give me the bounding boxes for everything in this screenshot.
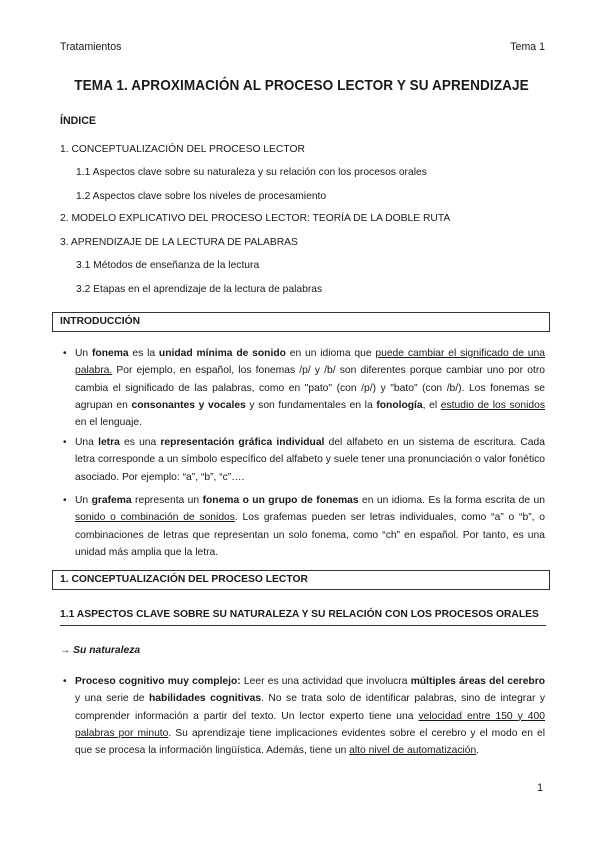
running-header-left: Tratamientos <box>60 41 122 53</box>
nature-subheading: → Su naturaleza <box>60 645 141 656</box>
toc-item-3-2: 3.2 Etapas en el aprendizaje de la lectura de palabras <box>76 284 323 295</box>
document-title: TEMA 1. APROXIMACIÓN AL PROCESO LECTOR Y SU APRENDIZAJE <box>74 78 529 94</box>
index-heading: ÍNDICE <box>60 115 96 127</box>
toc-item-1-2: 1.2 Aspectos clave sobre los niveles de procesamiento <box>76 191 327 202</box>
toc-item-3-1: 3.1 Métodos de enseñanza de la lectura <box>76 260 260 271</box>
grapheme-paragraph: Un grafema representa un fonema o un grupo de fonemas en un idioma. Es la forma escrita de un sonido o combinación de sonidos. Los grafemas pueden ser letras individuales, como “a” o “b”, o combinaciones de letras que representan un solo fonema, como “ch” en español. Por tanto, es una unidad más amplia que la letra. <box>75 495 545 558</box>
section-1-heading: 1. CONCEPTUALIZACIÓN DEL PROCESO LECTOR <box>52 570 550 590</box>
bullet-marker: • <box>63 348 67 359</box>
introduction-heading: INTRODUCCIÓN <box>52 312 550 332</box>
bullet-marker: • <box>63 495 67 506</box>
running-header-right: Tema 1 <box>510 41 545 53</box>
toc-item-1-1: 1.1 Aspectos clave sobre su naturaleza y su relación con los procesos orales <box>76 167 427 178</box>
page-number: 1 <box>537 782 543 794</box>
toc-item-2: 2. MODELO EXPLICATIVO DEL PROCESO LECTOR: TEORÍA DE LA DOBLE RUTA <box>60 213 451 224</box>
bullet-marker: • <box>63 676 67 687</box>
cognitive-process-paragraph: Proceso cognitivo muy complejo: Leer es una actividad que involucra múltiples áreas del cerebro y una serie de habilidades cognitivas. No se trata solo de identificar palabras, sino de integrar y comprender información a partir del texto. Un lector experto tiene una velocidad entre 150 y 400 palabras por minuto. Su aprendizaje tiene implicaciones evidentes sobre el cerebro y el modo en el que se procesa la información lingüística. Además, tiene un alto nivel de automatización. <box>75 676 546 757</box>
bullet-marker: • <box>63 437 67 448</box>
toc-item-1: 1. CONCEPTUALIZACIÓN DEL PROCESO LECTOR <box>60 144 305 155</box>
arrow-right-icon: → <box>60 645 71 656</box>
phoneme-paragraph: Un fonema es la unidad mínima de sonido en un idioma que puede cambiar el significado de una palabra. Por ejemplo, en español, los fonemas /p/ y /b/ son diferentes porque cambiar uno por otro cambia el significado de las palabras, como en "pato" (con /p/) y "bato" (con /b/). Los fonemas se agrupan en consonantes y vocales y son fundamentales en la fonología, el estudio de los sonidos en el lenguaje. <box>75 348 545 429</box>
letter-paragraph: Una letra es una representación gráfica individual del alfabeto en un sistema de escritura. Cada letra corresponde a un símbolo específico del alfabeto y suele tener una pronunciación o valor fonético asociado. Por ejemplo: “a”, “b”, “c”…. <box>75 437 545 483</box>
toc-item-3: 3. APRENDIZAJE DE LA LECTURA DE PALABRAS <box>60 237 298 248</box>
subsection-1-1-heading: 1.1 ASPECTOS CLAVE SOBRE SU NATURALEZA Y SU RELACIÓN CON LOS PROCESOS ORALES <box>60 609 546 626</box>
